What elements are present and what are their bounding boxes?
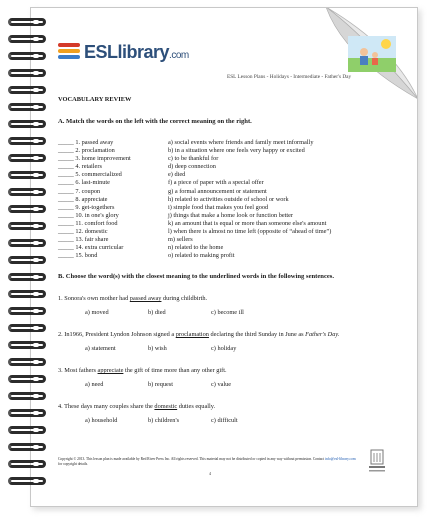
answer-option[interactable]: b) wish (148, 344, 167, 352)
match-row (58, 147, 403, 155)
match-row (58, 204, 403, 212)
binding-ring (8, 375, 46, 383)
fathers-day-illustration (348, 36, 396, 72)
answer-options (58, 345, 403, 353)
binding-ring (8, 35, 46, 43)
vocab-word[interactable]: _____ 13. fair share (58, 235, 109, 243)
vocab-word[interactable]: _____ 11. comfort food (58, 219, 118, 227)
question-suffix: the gift of time more than any other gift. (123, 366, 227, 374)
answer-option[interactable]: a) need (85, 380, 104, 388)
binding-ring (8, 188, 46, 196)
copyright-suffix: for copyright details. (58, 461, 89, 466)
vocab-word[interactable]: _____ 10. in one's glory (58, 211, 119, 219)
vocab-meaning: m) sellers (168, 235, 193, 243)
vocab-meaning: c) to be thankful for (168, 155, 219, 163)
answer-option[interactable]: b) died (148, 309, 166, 317)
logo-text: ESLlibrary.com (84, 41, 189, 62)
copyright-text: Copyright © 2013. This lesson plan is made available by Red River Press Inc. All rights reserved. This material may not be distributed or copied in any way without permission. Contact (58, 457, 325, 461)
binding-ring (8, 324, 46, 332)
vocab-meaning: a) social events where friends and family meet informally (168, 139, 314, 147)
match-row (58, 171, 403, 179)
match-row (58, 155, 403, 163)
answer-options (58, 417, 403, 425)
vocab-word[interactable]: _____ 6. last-minute (58, 179, 110, 187)
vocab-meaning: o) related to making profit (168, 251, 235, 259)
vocab-meaning: l) when there is almost no time left (opposite of “ahead of time”) (168, 227, 332, 235)
page-title: VOCABULARY REVIEW (58, 96, 132, 103)
binding-ring (8, 52, 46, 60)
question-block (58, 367, 403, 389)
question-prefix: 1. Sonora's own mother had (58, 295, 130, 303)
binding-ring (8, 103, 46, 111)
question-text (58, 403, 403, 411)
question-suffix: declaring the third Sunday in June as (208, 331, 306, 339)
question-italic: Father's Day. (305, 331, 340, 339)
match-row (58, 196, 403, 204)
binding-ring (8, 86, 46, 94)
match-row (58, 179, 403, 187)
vocab-word[interactable]: _____ 15. bond (58, 251, 98, 259)
esl-library-logo (58, 38, 189, 66)
binding-ring (8, 426, 46, 434)
section-a-heading: A. Match the words on the left with the correct meaning on the right. (58, 118, 252, 125)
vocab-meaning: k) an amount that is equal or more than someone else's amount (168, 219, 327, 227)
binding-ring (8, 290, 46, 298)
binding-ring (8, 307, 46, 315)
binding-ring (8, 69, 46, 77)
binding-ring (8, 443, 46, 451)
answer-options (58, 381, 403, 389)
match-row (58, 220, 403, 228)
answer-option[interactable]: c) become ill (211, 309, 244, 317)
binding-ring (8, 460, 46, 468)
vocab-word[interactable]: _____ 1. passed away (58, 139, 114, 147)
question-block (58, 331, 403, 353)
binding-ring (8, 154, 46, 162)
question-text (58, 295, 403, 303)
contact-email-link[interactable]: info@esl-library.com (325, 457, 356, 461)
match-row (58, 139, 403, 147)
question-text (58, 367, 403, 375)
match-row (58, 236, 403, 244)
answer-options (58, 309, 403, 317)
header-breadcrumb: ESL Lesson Plans - Holidays - Intermediate - Father's Day (227, 74, 352, 80)
answer-option[interactable]: c) holiday (211, 344, 237, 352)
question-suffix: during childbirth. (161, 295, 208, 303)
vocab-meaning: b) in a situation where one feels very happy or excited (168, 147, 305, 155)
underlined-word: proclamation (175, 331, 209, 339)
binding-ring (8, 222, 46, 230)
worksheet-content (58, 96, 403, 425)
matching-exercise (58, 139, 403, 260)
logo-stripes-icon (58, 41, 80, 63)
match-row (58, 163, 403, 171)
match-row (58, 244, 403, 252)
match-row (58, 188, 403, 196)
match-row (58, 228, 403, 236)
vocab-meaning: g) a formal announcement or statement (168, 187, 267, 195)
underlined-word: passed away (129, 295, 162, 303)
question-prefix: 3. Most fathers (58, 366, 98, 374)
answer-option[interactable]: a) statement (85, 344, 116, 352)
answer-option[interactable]: c) difficult (211, 416, 238, 424)
question-text (58, 331, 403, 339)
question-suffix: duties equally. (177, 402, 216, 410)
vocab-word[interactable]: _____ 5. commercialized (58, 171, 122, 179)
question-prefix: 4. These days many couples share the (58, 402, 155, 410)
vocab-meaning: e) died (168, 171, 186, 179)
vocab-word[interactable]: _____ 7. coupon (58, 187, 101, 195)
answer-option[interactable]: b) children's (148, 416, 180, 424)
binding-ring (8, 171, 46, 179)
vocab-meaning: f) a piece of paper with a special offer (168, 179, 264, 187)
vocab-word[interactable]: _____ 3. home improvement (58, 155, 131, 163)
vocab-word[interactable]: _____ 2. proclamation (58, 147, 115, 155)
vocab-meaning: h) related to activities outside of school or work (168, 195, 289, 203)
binding-ring (8, 341, 46, 349)
vocab-word[interactable]: _____ 8. appreciate (58, 195, 108, 203)
question-prefix: 2. In1966, President Lyndon Johnson signed a (58, 331, 176, 339)
red-river-press-logo (367, 448, 387, 474)
binding-ring (8, 273, 46, 281)
binding-ring (8, 358, 46, 366)
binding-ring (8, 256, 46, 264)
binding-ring (8, 120, 46, 128)
question-block (58, 295, 403, 317)
binding-ring (8, 392, 46, 400)
binding-ring (8, 18, 46, 26)
vocab-meaning: j) things that make a home look or function better (168, 211, 294, 219)
vocab-word[interactable]: _____ 9. get-togethers (58, 203, 115, 211)
vocab-meaning: i) simple food that makes you feel good (168, 203, 269, 211)
match-row (58, 252, 403, 260)
vocab-word[interactable]: _____ 4. retailers (58, 163, 102, 171)
vocab-word[interactable]: _____ 12. domestic (58, 227, 108, 235)
answer-option[interactable]: b) request (148, 380, 174, 388)
answer-option[interactable]: a) household (85, 416, 118, 424)
binding-ring (8, 477, 46, 485)
section-b-heading: B. Choose the word(s) with the closest meaning to the underlined words in the following sentences. (58, 272, 335, 280)
binding-ring (8, 205, 46, 213)
vocab-word[interactable]: _____ 14. extra curricular (58, 243, 124, 251)
copyright-footer (58, 457, 358, 466)
question-block (58, 403, 403, 425)
vocab-meaning: n) related to the home (168, 243, 224, 251)
spiral-binding (8, 18, 48, 498)
match-row (58, 212, 403, 220)
questions-list (58, 295, 403, 424)
page-number: 4 (209, 471, 211, 476)
underlined-word: appreciate (97, 366, 124, 374)
answer-option[interactable]: c) value (211, 380, 232, 388)
binding-ring (8, 409, 46, 417)
vocab-meaning: d) deep connection (168, 163, 216, 171)
binding-ring (8, 137, 46, 145)
underlined-word: domestic (154, 402, 178, 410)
worksheet-page (30, 7, 418, 507)
binding-ring (8, 239, 46, 247)
answer-option[interactable]: a) moved (85, 309, 109, 317)
